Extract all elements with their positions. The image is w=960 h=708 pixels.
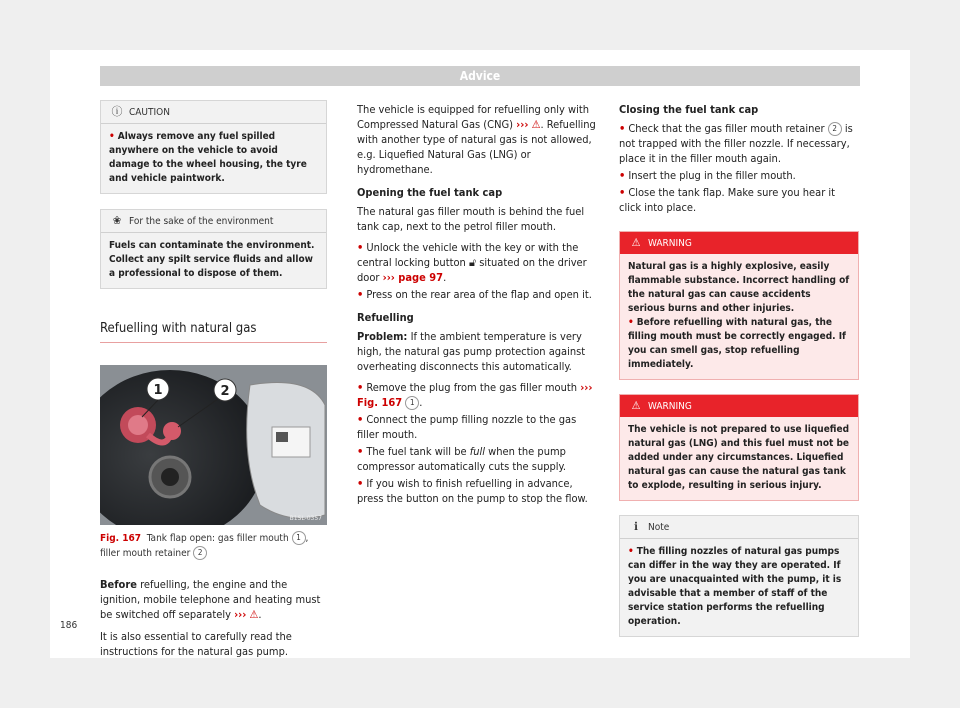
warning-body (620, 254, 858, 379)
warning-box-1 (619, 231, 859, 380)
leaf-icon: ❀ (112, 214, 122, 227)
column-left (100, 100, 327, 659)
callout-ref-2: 2 (828, 122, 842, 136)
problem-paragraph: Problem: If the ambient temperature is very high, the natural gas pump protection against overheating disconnects this automatically. (357, 330, 586, 373)
lock-icon: 🔓︎ (468, 256, 477, 269)
step-close-flap: • Close the tank flap. Make sure you hear it click into place. (619, 186, 836, 214)
step-finish-early: • If you wish to finish refuelling in advance, press the button on the pump to stop the flow. (357, 477, 588, 505)
step-remove-plug: • Remove the plug from the gas filler mouth ››› Fig. 167 1 . (357, 381, 593, 409)
step-insert-plug: • Insert the plug in the filler mouth. (619, 169, 796, 182)
callout-1: 1 (153, 383, 163, 398)
caution-title: CAUTION (129, 107, 170, 118)
section-title: Refuelling with natural gas (100, 321, 327, 343)
environment-body: Fuels can contaminate the environment. Collect any spilt service fluids and allow a professional to dispose of them. (109, 240, 315, 279)
fuel-flap-illustration (100, 365, 327, 525)
callout-ref-1: 1 (292, 531, 306, 545)
column-right (619, 102, 859, 637)
ref-link[interactable]: ››› (234, 608, 247, 621)
intro-paragraph-2: It is also essential to carefully read the instructions for the natural gas pump. (100, 630, 292, 658)
warning-header: ⚠ WARNING (620, 395, 858, 417)
caution-item: Always remove any fuel spilled anywhere on the vehicle to avoid damage to the wheel housing, the tyre and vehicle paintwork. (109, 131, 307, 184)
step-connect-nozzle: • Connect the pump filling nozzle to the gas filler mouth. (357, 413, 577, 441)
column-middle (357, 102, 601, 506)
figure-167 (100, 365, 327, 525)
caution-box (100, 100, 327, 194)
note-header: ℹ Note (620, 516, 858, 539)
note-body: • The filling nozzles of natural gas pumps can differ in the way they are operated. If you are unacquainted with the pump, it is advisable that a member of staff of the service station performs the refuelling operation. (628, 546, 842, 627)
page-number: 186 (60, 620, 78, 631)
warning-triangle-icon: ⚠ (249, 608, 259, 621)
heading-close-cap: Closing the fuel tank cap (619, 103, 759, 116)
warning-body: The vehicle is not prepared to use liquefied natural gas (LNG) and this fuel must not be added under any circumstances. Liquefied natural gas can cause the natural gas tank to explode, resulting in serious injury. (628, 424, 850, 491)
open-cap-paragraph: The natural gas filler mouth is behind the fuel tank cap, next to the petrol filler mouth. (357, 205, 585, 233)
callout-ref-1: 1 (405, 396, 419, 410)
manual-page (50, 50, 910, 658)
warning-triangle-icon: ⚠ (531, 118, 541, 131)
warning-item: • Before refuelling with natural gas, the filling mouth must be correctly engaged. If you can smell gas, stop refuelling immediately. (628, 317, 846, 370)
callout-2: 2 (220, 384, 230, 399)
warning-item: Natural gas is a highly explosive, easily flammable substance. Incorrect handling of the natural gas can cause accidents serious burns and other injuries. (628, 261, 850, 314)
step-check-retainer: • Check that the gas filler mouth retainer 2 is not trapped with the filler nozzle. If necessary, place it in the filler mouth again. (619, 122, 853, 165)
callout-ref-2: 2 (193, 546, 207, 560)
figure-code: B1SL-0357 (289, 515, 322, 522)
heading-refuelling: Refuelling (357, 311, 414, 324)
page-ref-link[interactable]: ››› page 97 (382, 271, 444, 284)
ref-link[interactable]: ››› (516, 118, 529, 131)
step-press-flap: • Press on the rear area of the flap and open it. (357, 288, 592, 301)
caution-icon: ⓘ (111, 105, 123, 118)
warning-triangle-icon: ⚠ (631, 236, 641, 249)
cng-paragraph: The vehicle is equipped for refuelling only with Compressed Natural Gas (CNG) ››› ⚠. Refuelling with another type of natural gas is not allowed, e.g. Liquefied Natural Gas (LNG) or hydromethane. (357, 103, 596, 176)
intro-paragraph-1: Before refuelling, the engine and the ignition, mobile telephone and heating must be switched off separately ››› ⚠. (100, 578, 321, 621)
caution-header (101, 101, 326, 124)
environment-box (100, 209, 327, 289)
warning-triangle-icon: ⚠ (631, 399, 641, 412)
caption-fig-number: Fig. 167 (100, 533, 141, 544)
chapter-header: Advice (100, 66, 860, 86)
step-unlock: • Unlock the vehicle with the key or with the central locking button 🔓︎ situated on the driver door ››› page 97. (357, 241, 587, 284)
warning-box-2 (619, 394, 859, 501)
heading-open-cap: Opening the fuel tank cap (357, 186, 503, 199)
figure-caption: Fig. 167 Tank flap open: gas filler mouth 1 , filler mouth retainer 2 (100, 533, 309, 559)
info-icon: ℹ (634, 520, 638, 533)
step-tank-full: • The fuel tank will be full when the pump compressor automatically cuts the supply. (357, 445, 566, 473)
warning-header: ⚠ WARNING (620, 232, 858, 254)
note-box (619, 515, 859, 637)
caution-body: • Always remove any fuel spilled anywhere on the vehicle to avoid damage to the wheel housing, the tyre and vehicle paintwork. (109, 131, 307, 184)
environment-header (101, 210, 326, 233)
environment-title: For the sake of the environment (129, 216, 274, 227)
fig-ref-link[interactable]: ››› Fig. 167 (357, 381, 593, 409)
